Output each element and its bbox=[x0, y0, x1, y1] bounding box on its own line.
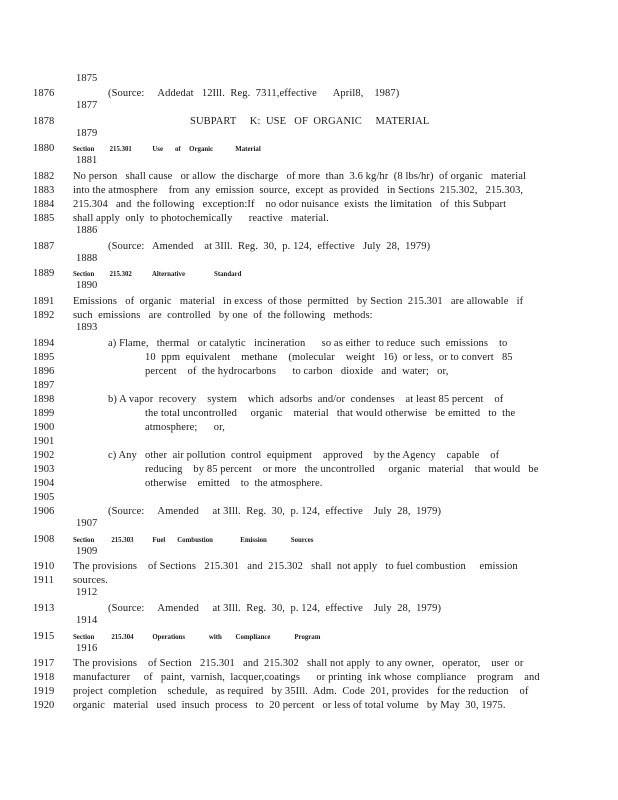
line-number: 1911 bbox=[33, 575, 55, 586]
list-item-continuation: the total uncontrolled organic material that would otherwise be emitted to the bbox=[145, 408, 516, 419]
body-text-line: No person shall cause or allow the discharge of more than 3.6 kg/hr (8 lbs/hr) of organic material bbox=[73, 171, 527, 182]
line-number: 1893 bbox=[76, 322, 98, 333]
source-note: (Source: Amended at 3Ill. Reg. 30, p. 124, effective July 28, 1979) bbox=[108, 506, 442, 517]
subpart-title: SUBPART K: USE OF ORGANIC MATERIAL bbox=[190, 116, 430, 127]
line-number: 1889 bbox=[33, 268, 55, 279]
list-item-continuation: 10 ppm equivalent methane (molecular weight 16) or less, or to convert 85 bbox=[145, 352, 513, 363]
body-text-line: sources. bbox=[73, 575, 108, 586]
section-heading: Section 215.303 Fuel Combustion Emission Sources bbox=[73, 535, 314, 544]
line-number: 1878 bbox=[33, 116, 55, 127]
line-number: 1899 bbox=[33, 408, 55, 419]
list-item-continuation: atmosphere; or, bbox=[145, 422, 226, 433]
body-text-line: manufacturer of paint, varnish, lacquer,coatings or printing ink whose compliance program and bbox=[73, 672, 540, 683]
body-text-line: such emissions are controlled by one of the following methods: bbox=[73, 310, 373, 321]
source-note: (Source: Amended at 3Ill. Reg. 30, p. 124, effective July 28, 1979) bbox=[108, 241, 431, 252]
line-number: 1883 bbox=[33, 185, 55, 196]
line-number: 1884 bbox=[33, 199, 55, 210]
line-number: 1877 bbox=[76, 100, 98, 111]
source-note: (Source: Addedat 12Ill. Reg. 7311,effective April8, 1987) bbox=[108, 88, 400, 99]
line-number: 1910 bbox=[33, 561, 55, 572]
line-number: 1916 bbox=[76, 643, 98, 654]
source-note: (Source: Amended at 3Ill. Reg. 30, p. 124, effective July 28, 1979) bbox=[108, 603, 442, 614]
line-number: 1907 bbox=[76, 518, 98, 529]
line-number: 1892 bbox=[33, 310, 55, 321]
body-text-line: Emissions of organic material in excess of those permitted by Section 215.301 are allowable if bbox=[73, 296, 524, 307]
line-number: 1881 bbox=[76, 155, 98, 166]
line-number: 1882 bbox=[33, 171, 55, 182]
line-number: 1880 bbox=[33, 143, 55, 154]
line-number: 1885 bbox=[33, 213, 55, 224]
line-number: 1920 bbox=[33, 700, 55, 711]
list-item-continuation: percent of the hydrocarbons to carbon dioxide and water; or, bbox=[145, 366, 449, 377]
line-number: 1895 bbox=[33, 352, 55, 363]
body-text-line: 215.304 and the following exception:If no odor nuisance exists the limitation of this Subpart bbox=[73, 199, 507, 210]
list-item-a: a) Flame, thermal or catalytic incineration so as either to reduce such emissions to bbox=[108, 338, 508, 349]
line-number: 1894 bbox=[33, 338, 55, 349]
line-number: 1900 bbox=[33, 422, 55, 433]
body-text-line: shall apply only to photochemically reactive material. bbox=[73, 213, 329, 224]
line-number: 1903 bbox=[33, 464, 55, 475]
line-number: 1902 bbox=[33, 450, 55, 461]
line-number: 1891 bbox=[33, 296, 55, 307]
body-text-line: organic material used insuch process to 20 percent or less of total volume by May 30, 1975. bbox=[73, 700, 506, 711]
line-number: 1898 bbox=[33, 394, 55, 405]
line-number: 1917 bbox=[33, 658, 55, 669]
line-number: 1908 bbox=[33, 534, 55, 545]
line-number: 1896 bbox=[33, 366, 55, 377]
section-heading: Section 215.302 Alternative Standard bbox=[73, 269, 242, 278]
section-heading: Section 215.304 Operations with Compliance Program bbox=[73, 632, 321, 641]
list-item-continuation: reducing by 85 percent or more the uncontrolled organic material that would be bbox=[145, 464, 539, 475]
line-number: 1904 bbox=[33, 478, 55, 489]
line-number: 1914 bbox=[76, 615, 98, 626]
list-item-continuation: otherwise emitted to the atmosphere. bbox=[145, 478, 323, 489]
body-text-line: into the atmosphere from any emission source, except as provided in Sections 215.302, 215.303, bbox=[73, 185, 524, 196]
body-text-line: project completion schedule, as required by 35Ill. Adm. Code 201, provides for the reduction of bbox=[73, 686, 529, 697]
line-number: 1919 bbox=[33, 686, 55, 697]
line-number: 1887 bbox=[33, 241, 55, 252]
line-number: 1915 bbox=[33, 631, 55, 642]
line-number: 1912 bbox=[76, 587, 98, 598]
body-text-line: The provisions of Sections 215.301 and 215.302 shall not apply to fuel combustion emission bbox=[73, 561, 518, 572]
line-number: 1905 bbox=[33, 492, 55, 503]
line-number: 1890 bbox=[76, 280, 98, 291]
line-number: 1906 bbox=[33, 506, 55, 517]
body-text-line: The provisions of Section 215.301 and 215.302 shall not apply to any owner, operator, user or bbox=[73, 658, 524, 669]
line-number: 1875 bbox=[76, 73, 98, 84]
line-number: 1913 bbox=[33, 603, 55, 614]
list-item-c: c) Any other air pollution control equipment approved by the Agency capable of bbox=[108, 450, 500, 461]
line-number: 1909 bbox=[76, 546, 98, 557]
list-item-b: b) A vapor recovery system which adsorbs and/or condenses at least 85 percent of bbox=[108, 394, 504, 405]
line-number: 1888 bbox=[76, 253, 98, 264]
line-number: 1876 bbox=[33, 88, 55, 99]
line-number: 1879 bbox=[76, 128, 98, 139]
line-number: 1918 bbox=[33, 672, 55, 683]
line-number: 1886 bbox=[76, 225, 98, 236]
line-number: 1901 bbox=[33, 436, 55, 447]
section-heading: Section 215.301 Use of Organic Material bbox=[73, 144, 261, 153]
line-number: 1897 bbox=[33, 380, 55, 391]
